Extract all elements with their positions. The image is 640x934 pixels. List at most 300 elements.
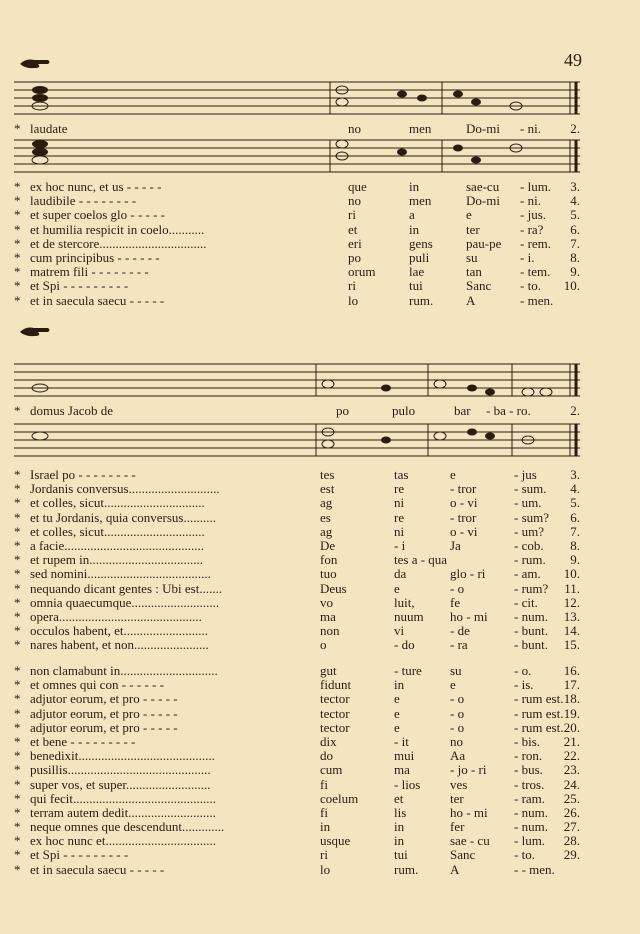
asterisk: * [14,264,21,280]
verse-number: 28. [563,833,580,849]
verse-row [14,552,580,566]
asterisk: * [14,121,21,136]
syllable: su [450,663,462,678]
verse-text: omnia quaecumque........................... [30,594,220,610]
asterisk: * [14,847,21,863]
verse-number: 19. [563,705,580,721]
verse-number: 29. [563,847,580,863]
verse-text: nequando dicant gentes : Ubi est....... [30,580,223,596]
syllable: tector [320,691,350,707]
verse-text: ex hoc nunc et.................................. [30,833,216,849]
verse-text: laudate [30,121,68,136]
asterisk: * [14,663,21,678]
verse-number: 5. [570,495,580,511]
syllable: Aa [450,748,466,764]
verse-number: 9. [570,552,580,568]
asterisk: * [14,677,21,693]
syllable: - it [394,733,409,749]
verse-number: 11. [564,580,580,596]
syllable: o - vi [450,495,478,511]
music-staff-1 [14,78,584,120]
syllable: o - vi [450,523,478,539]
verse-row [14,581,580,595]
verse-text: et de stercore................................. [30,235,207,251]
verse-text: non clamabunt in.............................. [30,663,218,678]
syllable: ho - mi [450,608,488,624]
asterisk: * [14,481,21,497]
syllable: - cob. [514,537,544,553]
verse-row [14,595,580,609]
syllable: ves [450,776,468,792]
syllable: pulo [392,403,416,418]
asterisk: * [14,467,21,482]
syllable: e [394,580,400,596]
verse-text: et in saecula saecu - - - - - [30,292,165,308]
syllable: A [466,292,476,308]
verse-text: et colles, sicut............................... [30,523,205,539]
syllable: - i. [520,249,535,265]
asterisk: * [14,819,21,835]
syllable: - to. [514,847,535,863]
verse-row [14,264,580,278]
verse-text: terram autem dedit........................... [30,804,216,820]
asterisk: * [14,278,21,294]
syllable: sae - cu [450,833,490,849]
syllable: in [394,677,405,693]
verse-number: 23. [563,762,580,778]
syllable: ag [320,495,333,511]
verse-number: 4. [570,481,580,497]
verse-row [14,236,580,250]
verse-number: 26. [563,804,580,820]
syllable: - sum. [514,481,547,497]
verse-number: 18. [563,691,580,707]
verse-row [14,538,580,552]
asterisk: * [14,748,21,764]
syllable: - num. [514,804,548,820]
verse-row [14,609,580,623]
verse-row [14,179,580,193]
syllable: sae-cu [466,179,500,194]
verse-text: domus Jacob de [30,403,114,418]
asterisk: * [14,509,21,525]
syllable: ri [320,847,328,863]
syllable: - bunt. [514,637,548,653]
verse-number: 9. [570,264,580,280]
verse-row [14,663,580,677]
asterisk: * [14,537,21,553]
asterisk: * [14,804,21,820]
syllable: no [348,193,361,209]
verse-text: matrem fili - - - - - - - - [30,264,149,280]
syllable: et [394,790,404,806]
verse-text: et colles, sicut............................... [30,495,205,511]
verse-number: 8. [570,249,580,265]
verse-number: 7. [570,523,580,539]
asterisk: * [14,691,21,707]
syllable: ter [466,221,480,237]
syllable: ma [320,608,336,624]
syllable: - tror [450,509,477,525]
verse-text: a facie........................................... [30,537,205,553]
syllable: no [450,733,463,749]
syllable: men [409,121,432,136]
hand-ornament-icon [18,324,52,338]
syllable: e [450,677,456,693]
verse-number: 27. [563,819,580,835]
syllable: gens [409,235,433,251]
verse-row [14,403,580,417]
verse-text: et humilia respicit in coelo........... [30,221,205,237]
syllable: fon [320,552,338,568]
verse-row [14,805,580,819]
verse-text: sed nomini...................................... [30,566,211,582]
syllable: - men. [520,292,554,308]
syllable: - de [450,623,470,639]
asterisk: * [14,762,21,778]
asterisk: * [14,719,21,735]
syllable: - ra [450,637,468,653]
syllable: in [394,819,405,835]
music-staff-4 [14,420,584,462]
syllable: vi [394,623,405,639]
syllable: ri [348,278,356,294]
syllable: fe [450,594,461,610]
verse-row [14,121,580,135]
verse-block-3 [14,663,580,876]
syllable: gut [320,663,337,678]
syllable: eri [348,235,362,251]
syllable: orum [348,264,376,280]
syllable: in [394,833,405,849]
asterisk: * [14,523,21,539]
syllable: no [348,121,361,136]
syllable: rum. [409,292,434,308]
asterisk: * [14,179,21,194]
syllable: tui [409,278,423,294]
syllable: e [450,467,456,482]
syllable: - lum. [520,179,552,194]
verse-text: adjutor eorum, et pro - - - - - [30,719,178,735]
verse-row [14,623,580,637]
verse-number: 10. [563,566,580,582]
verse-row [14,481,580,495]
syllable: - o [450,705,465,721]
verse-row [14,222,580,236]
page-number: 49 [564,50,582,70]
syllable: que [348,179,367,194]
verse-text: opera............................................ [30,608,202,624]
verse-text: et Spi - - - - - - - - - [30,278,129,294]
syllable: puli [409,249,430,265]
syllable: - ra? [520,221,544,237]
verse-row [14,524,580,538]
verse-number: 2. [570,121,580,136]
verse-text: benedixit.......................................... [30,748,215,764]
verse-number: 5. [570,207,580,223]
asterisk: * [14,207,21,223]
asterisk: * [14,733,21,749]
syllable: Deus [320,580,347,596]
verse-block-1 [14,179,580,307]
syllable: re [394,509,405,525]
syllable: tector [320,705,350,721]
syllable: o [320,637,327,653]
verse-text: et Spi - - - - - - - - - [30,847,129,863]
syllable: a [409,207,415,223]
syllable: ma [394,762,410,778]
asterisk: * [14,594,21,610]
syllable: - tros. [514,776,545,792]
verse-row [14,467,580,481]
syllable: su [466,249,478,265]
syllable: Ja [450,537,461,553]
verse-number: 20. [563,719,580,735]
verse-number: 14. [563,623,580,639]
verse-row [14,207,580,221]
verse-number: 12. [563,594,580,610]
syllable: tes [320,467,335,482]
verse-row [14,278,580,292]
verse-number: 10. [563,278,580,294]
verse-row [14,250,580,264]
verse-text: et bene - - - - - - - - - [30,733,136,749]
verse-number: 22. [563,748,580,764]
verse-text: super vos, et super.......................... [30,776,211,792]
verse-number: 15. [563,637,580,653]
asterisk: * [14,580,21,596]
verse-number: 3. [570,467,580,482]
verse-text: pusillis............................................ [30,762,211,778]
verse-row [14,777,580,791]
verse-row [14,691,580,705]
syllable: luit, [394,594,415,610]
syllable: - sum? [514,509,550,525]
syllable: - num. [514,819,548,835]
verse-row [14,293,580,307]
syllable: - ram. [514,790,546,806]
asterisk: * [14,623,21,639]
syllable: es [320,509,331,525]
syllable: - ni. [520,193,541,209]
syllable: do [320,748,333,764]
syllable: Do-mi [466,193,500,209]
syllable: tas [394,467,409,482]
asterisk: * [14,235,21,251]
verse-text: Jordanis conversus............................ [30,481,220,497]
syllable: - jus [514,467,537,482]
hand-ornament-icon [18,56,52,70]
syllable: - rem. [520,235,552,251]
syllable: Do-mi [466,121,500,136]
syllable: - lios [394,776,421,792]
syllable: - lum. [514,833,546,849]
verse-number: 6. [570,221,580,237]
syllable: lis [394,804,407,820]
verse-text: et rupem in................................... [30,552,203,568]
verse-row [14,637,580,651]
verse-row [14,862,580,876]
syllable: e [394,705,400,721]
verse-block-1-first [14,121,580,135]
syllable: non [320,623,340,639]
syllable: tui [394,847,408,863]
syllable: bar [454,403,471,418]
syllable: - is. [514,677,534,693]
syllable: tector [320,719,350,735]
syllable: - ron. [514,748,543,764]
syllable: - bus. [514,762,543,778]
syllable: pau-pe [466,235,502,251]
syllable: De [320,537,336,553]
verse-row [14,791,580,805]
syllable: po [348,249,361,265]
syllable: - to. [520,278,541,294]
syllable: - rum est. [514,719,564,735]
verse-row [14,847,580,861]
verse-text: nares habent, et non....................... [30,637,209,653]
syllable: Sanc [450,847,476,863]
music-staff-2 [14,136,584,178]
verse-row [14,495,580,509]
syllable: - tror [450,481,477,497]
syllable: ho - mi [450,804,488,820]
syllable: - i [394,537,406,553]
syllable: vo [320,594,333,610]
syllable: e [394,719,400,735]
asterisk: * [14,790,21,806]
verse-text: adjutor eorum, et pro - - - - - [30,691,178,707]
verse-number: 24. [563,776,580,792]
syllable: lae [409,264,425,280]
syllable: est [320,481,335,497]
asterisk: * [14,637,21,653]
verse-row [14,720,580,734]
syllable: in [409,179,420,194]
syllable: fi [320,804,328,820]
verse-row [14,677,580,691]
verse-text: ex hoc nunc, et us - - - - - [30,179,162,194]
syllable: usque [320,833,351,849]
syllable: - rum? [514,580,549,596]
syllable: et [348,221,358,237]
syllable: - jus. [520,207,546,223]
syllable: - um? [514,523,544,539]
verse-text: neque omnes que descendunt............. [30,819,225,835]
syllable: rum. [394,861,419,877]
asterisk: * [14,552,21,568]
syllable: e [394,691,400,707]
verse-number: 16. [563,663,580,678]
syllable: - am. [514,566,541,582]
asterisk: * [14,566,21,582]
syllable: po [336,403,349,418]
syllable: dix [320,733,337,749]
syllable: - rum est. [514,705,564,721]
asterisk: * [14,608,21,624]
asterisk: * [14,403,21,418]
verse-number: 8. [570,537,580,553]
syllable: - num. [514,608,548,624]
syllable: - o. [514,663,532,678]
syllable: ter [450,790,464,806]
verse-row [14,734,580,748]
syllable: re [394,481,405,497]
verse-text: occulos habent, et.......................... [30,623,208,639]
syllable: ni [394,495,405,511]
syllable: - cit. [514,594,538,610]
syllable: - - men. [514,861,555,877]
syllable: ri [348,207,356,223]
verse-row [14,833,580,847]
syllable: - um. [514,495,542,511]
asterisk: * [14,495,21,511]
syllable: - tem. [520,264,551,280]
verse-number: 21. [563,733,580,749]
syllable: e [466,207,472,223]
syllable: cum [320,762,343,778]
syllable: - bis. [514,733,540,749]
verse-row [14,193,580,207]
verse-number: 3. [570,179,580,194]
syllable: tes a - qua [394,552,448,568]
verse-row [14,566,580,580]
verse-number: 4. [570,193,580,209]
syllable: - rum. [514,552,546,568]
verse-number: 2. [570,403,580,418]
asterisk: * [14,193,21,209]
verse-text: laudibile - - - - - - - - [30,193,137,209]
syllable: nuum [394,608,424,624]
syllable: tan [466,264,482,280]
verse-row [14,748,580,762]
asterisk: * [14,861,21,877]
asterisk: * [14,776,21,792]
syllable: fi [320,776,328,792]
syllable: - jo - ri [450,762,487,778]
syllable: - o [450,719,465,735]
syllable: da [394,566,407,582]
verse-number: 25. [563,790,580,806]
verse-row [14,762,580,776]
verse-number: 17. [563,677,580,693]
verse-text: et super coelos glo - - - - - [30,207,166,223]
verse-number: 6. [570,509,580,525]
syllable: - o [450,691,465,707]
syllable: - ture [394,663,422,678]
syllable: fer [450,819,465,835]
syllable: in [409,221,420,237]
verse-text: et tu Jordanis, quia conversus.......... [30,509,216,525]
syllable: - ni. [520,121,541,136]
verse-text: cum principibus - - - - - - [30,249,160,265]
syllable: tuo [320,566,337,582]
syllable: A [450,861,460,877]
syllable: in [320,819,331,835]
syllable: lo [348,292,359,308]
verse-text: adjutor eorum, et pro - - - - - [30,705,178,721]
music-staff-3 [14,360,584,402]
verse-text: qui fecit............................................ [30,790,216,806]
verse-text: et in saecula saecu - - - - - [30,861,165,877]
asterisk: * [14,221,21,237]
syllable: ag [320,523,333,539]
syllable: glo - ri [450,566,486,582]
syllable: fidunt [320,677,352,693]
syllable: Sanc [466,278,492,294]
syllable: - do [394,637,415,653]
verse-block-2 [14,467,580,651]
